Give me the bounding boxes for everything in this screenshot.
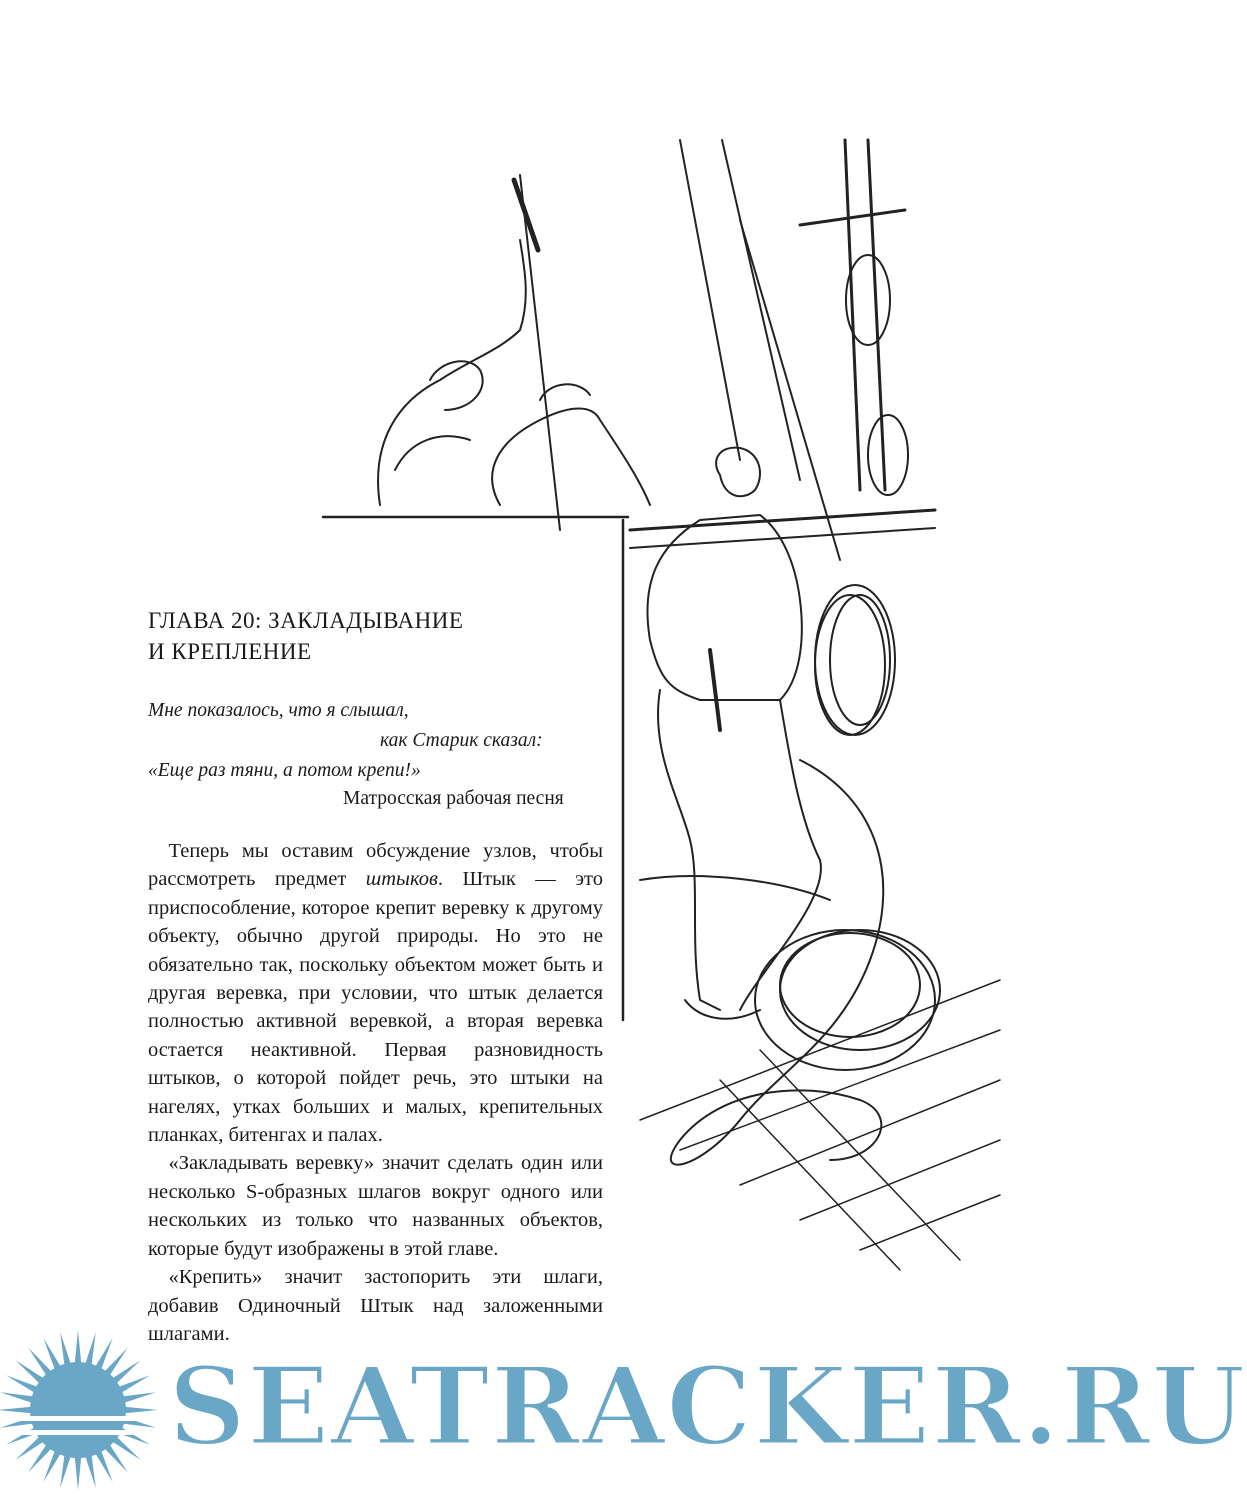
chapter-title-line-1: ГЛАВА 20: ЗАКЛАДЫВАНИЕ	[148, 608, 464, 633]
body-text	[148, 837, 603, 1348]
paragraph-1	[148, 837, 603, 1149]
sun-ray	[0, 1406, 34, 1413]
paragraph-1-part-2: . Штык — это приспособление, которое крепит веревку к другому объекту, обычно другой природы. Но это не обязательно так, поскольку объектом может быть и другая веревка, при условии, что штык делается полностью активной веревкой, а вторая веревка остается неактивной. Первая разновидность штыков, о которой пойдет речь, это штыки на нагелях, утках больших и малых, крепительных планках, битенгах и палах.	[148, 868, 603, 1147]
sun-ray	[120, 1392, 156, 1403]
epigraph-source: Матросская рабочая песня	[343, 788, 564, 809]
paragraph-3-text: «Крепить» значит застопорить эти шлаги, добавив Одиночный Штык над заложенными шлагами.	[148, 1266, 603, 1345]
paragraph-2-text: «Закладывать веревку» значит сделать один или несколько S-образных шлагов вокруг одного или нескольких из только что названных объектов, которые будут изображены в этой главе.	[148, 1152, 603, 1260]
epigraph-line-1: Мне показалось, что я слышал,	[148, 700, 409, 721]
sun-ray	[122, 1406, 158, 1413]
sun-ray	[0, 1392, 36, 1403]
paragraph-2	[148, 1149, 603, 1263]
sun-ray	[60, 1332, 71, 1368]
sun-ray	[84, 1332, 95, 1368]
epigraph-line-3: «Еще раз тяни, а потом крепи!»	[148, 760, 421, 781]
paragraph-1-part-1: Теперь мы оставим обсуждение узлов, чтобы рассмотреть предмет	[148, 840, 603, 891]
epigraph-line-2: как Старик сказал:	[380, 730, 543, 751]
epigraph	[148, 696, 603, 786]
paragraph-1-emphasis: штыков	[365, 868, 438, 891]
watermark-text: SEATRACKER.RU	[168, 1344, 1247, 1470]
sun-ray	[74, 1330, 81, 1366]
chapter-title-line-2: И КРЕПЛЕНИЕ	[148, 639, 312, 664]
chapter-title	[148, 605, 588, 667]
